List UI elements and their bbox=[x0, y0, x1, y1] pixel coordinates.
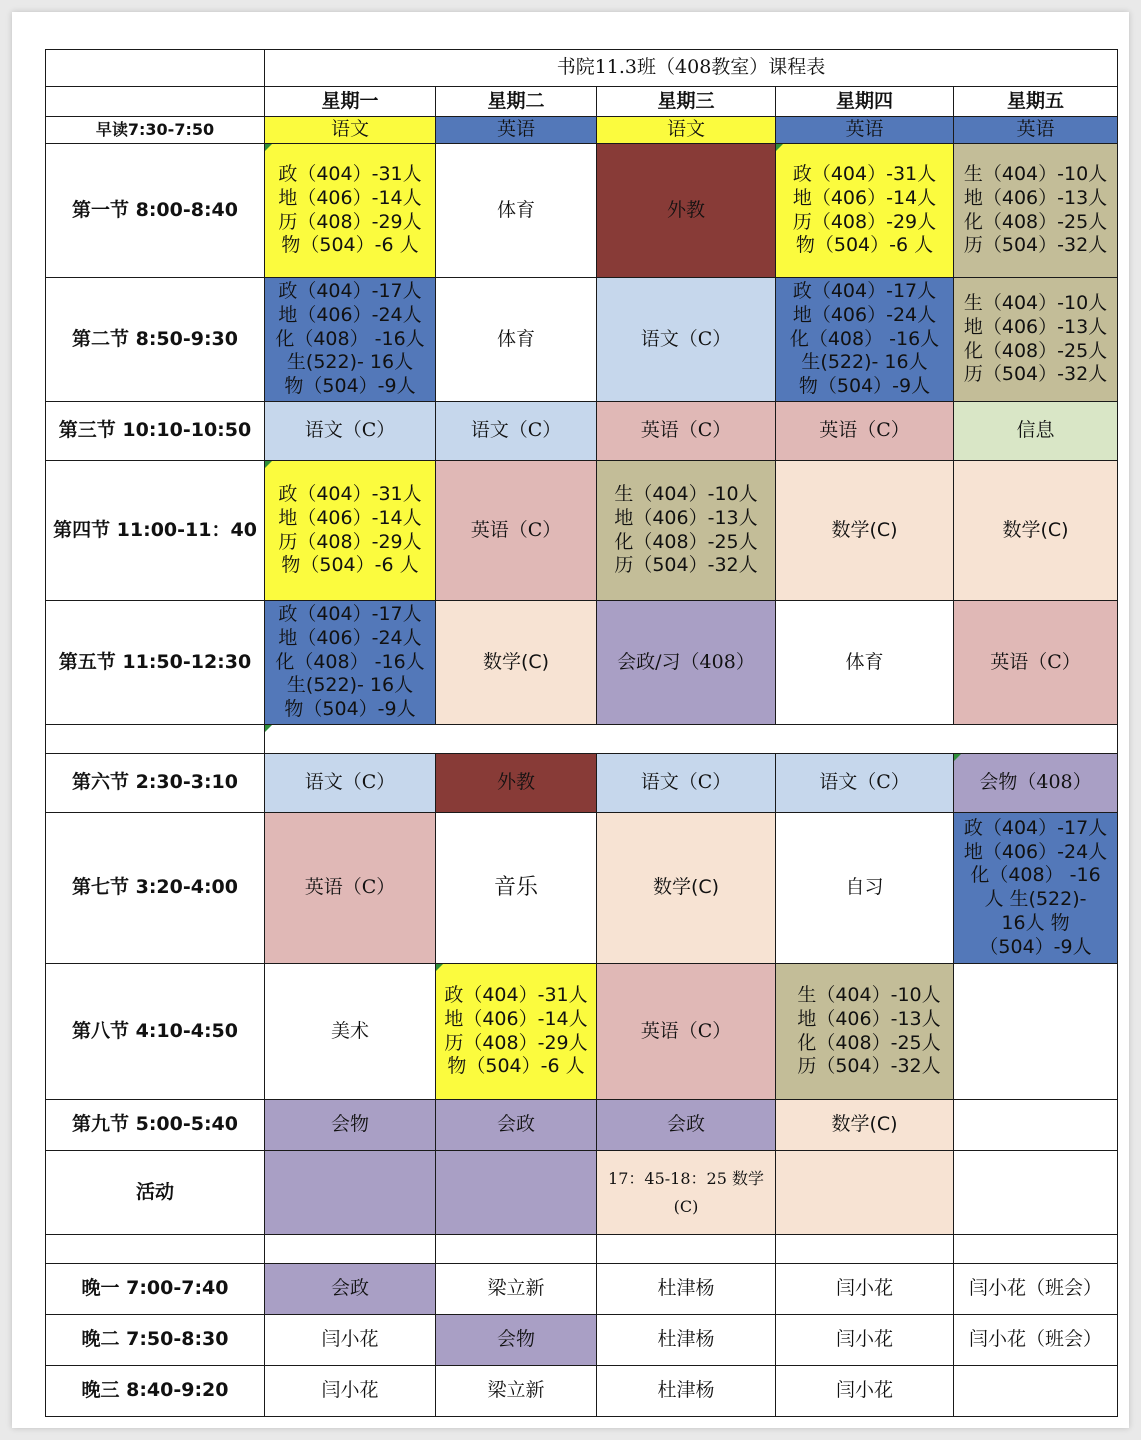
schedule-sheet bbox=[12, 12, 1129, 1428]
cell-mon-e1: 会政 bbox=[265, 1264, 436, 1315]
list-line: 化（408） -16 bbox=[970, 864, 1101, 887]
day-header-mon: 星期一 bbox=[265, 87, 436, 117]
cell-fri-p8 bbox=[954, 964, 1118, 1100]
cell-thu-p2 bbox=[776, 278, 954, 402]
page-title: 书院11.3班（408教室）课程表 bbox=[265, 50, 1118, 87]
days-row bbox=[46, 87, 1118, 117]
list-line: 物（504）-6 人 bbox=[281, 554, 419, 577]
period-label: 第七节 3:20-4:00 bbox=[46, 813, 265, 964]
cell-tue-activity bbox=[436, 1151, 597, 1235]
cell-tue-p9: 会政 bbox=[436, 1100, 597, 1151]
list-line: 地（406）-13人 bbox=[963, 186, 1108, 209]
list-line: 地（406）-13人 bbox=[614, 506, 758, 529]
list-line: 地（406）-24人 bbox=[278, 303, 422, 326]
list-line: 地（406）-13人 bbox=[797, 1007, 941, 1030]
cell-thu-p4: 数学(C) bbox=[776, 461, 954, 601]
cell-fri-p4: 数学(C) bbox=[954, 461, 1118, 601]
list-line: 16人 物 bbox=[1001, 911, 1070, 934]
comment-marker-icon bbox=[436, 964, 443, 971]
list-line: 物（504）-6 人 bbox=[281, 234, 419, 257]
cell-thu-e3: 闫小花 bbox=[776, 1366, 954, 1417]
period-label: 晚三 8:40-9:20 bbox=[46, 1366, 265, 1417]
cell-thu-p1 bbox=[776, 144, 954, 278]
cell-mon-p4 bbox=[265, 461, 436, 601]
cell-mon-p5 bbox=[265, 601, 436, 725]
cell-fri-p5: 英语（C） bbox=[954, 601, 1118, 725]
list-line: 化（408） -16人 bbox=[789, 327, 940, 350]
spacer-cell bbox=[954, 1235, 1118, 1264]
corner-cell bbox=[46, 50, 265, 87]
cell-mon-morning: 语文 bbox=[265, 117, 436, 144]
cell-fri-p6 bbox=[954, 754, 1118, 813]
cell-thu-p5: 体育 bbox=[776, 601, 954, 725]
cell-wed-p5: 会政/习（408） bbox=[597, 601, 776, 725]
row-period-5 bbox=[46, 601, 1118, 725]
list-line: 地（406）-24人 bbox=[792, 303, 937, 326]
list-line: 物（504）-9人 bbox=[798, 375, 931, 398]
cell-wed-p7: 数学(C) bbox=[597, 813, 776, 964]
row-evening-3 bbox=[46, 1366, 1118, 1417]
list-line: 生(522)- 16人 bbox=[801, 351, 928, 374]
list-line: 化（408）-25人 bbox=[963, 210, 1108, 233]
cell-wed-activity: 17：45-18：25 数学(C) bbox=[597, 1151, 776, 1235]
cell-wed-morning: 语文 bbox=[597, 117, 776, 144]
comment-marker-icon bbox=[265, 144, 272, 151]
period-label: 第二节 8:50-9:30 bbox=[46, 278, 265, 402]
cell-thu-e1: 闫小花 bbox=[776, 1264, 954, 1315]
list-line: 人 生(522)- bbox=[984, 888, 1087, 910]
corner-cell bbox=[46, 87, 265, 117]
list-line: 政（404）-31人 bbox=[792, 163, 937, 185]
list-line: 物（504）-9人 bbox=[284, 698, 416, 721]
cell-mon-p7: 英语（C） bbox=[265, 813, 436, 964]
cell-tue-p8 bbox=[436, 964, 597, 1100]
cell-fri-p9 bbox=[954, 1100, 1118, 1151]
comment-marker-icon bbox=[265, 461, 272, 468]
day-header-tue: 星期二 bbox=[436, 87, 597, 117]
row-morning-reading bbox=[46, 117, 1118, 144]
cell-mon-activity bbox=[265, 1151, 436, 1235]
cell-fri-p1 bbox=[954, 144, 1118, 278]
row-period-9 bbox=[46, 1100, 1118, 1151]
row-period-8 bbox=[46, 964, 1118, 1100]
cell-tue-p3: 语文（C） bbox=[436, 402, 597, 461]
list-line: 生（404）-10人 bbox=[614, 483, 758, 505]
schedule-table bbox=[45, 49, 1118, 1417]
comment-marker-icon bbox=[265, 725, 272, 732]
cell-fri-e1: 闫小花（班会） bbox=[954, 1264, 1118, 1315]
row-period-4 bbox=[46, 461, 1118, 601]
cell-fri-morning: 英语 bbox=[954, 117, 1118, 144]
spacer-cell bbox=[436, 1235, 597, 1264]
list-line: 政（404）-17人 bbox=[963, 816, 1108, 839]
list-line: 地（406）-24人 bbox=[963, 840, 1108, 863]
list-line: 政（404）-31人 bbox=[278, 163, 422, 185]
period-label: 晚一 7:00-7:40 bbox=[46, 1264, 265, 1315]
cell-wed-p1: 外教 bbox=[597, 144, 776, 278]
cell-wed-p8: 英语（C） bbox=[597, 964, 776, 1100]
list-line: 化（408）-25人 bbox=[963, 339, 1108, 362]
period-label: 早读7:30-7:50 bbox=[46, 117, 265, 144]
period-label: 第三节 10:10-10:50 bbox=[46, 402, 265, 461]
cell-fri-activity bbox=[954, 1151, 1118, 1235]
cell-thu-morning: 英语 bbox=[776, 117, 954, 144]
list-line: 历（504）-32人 bbox=[614, 554, 758, 577]
row-activity bbox=[46, 1151, 1118, 1235]
list-line: 生（404）-10人 bbox=[963, 292, 1108, 314]
cell-fri-e2: 闫小花（班会） bbox=[954, 1315, 1118, 1366]
spacer-cell bbox=[265, 725, 1118, 754]
list-line: 历（504）-32人 bbox=[963, 234, 1108, 257]
list-line: 地（406）-24人 bbox=[278, 626, 422, 649]
spacer-cell bbox=[776, 1235, 954, 1264]
list-line: 化（408） -16人 bbox=[275, 650, 425, 673]
cell-wed-p9: 会政 bbox=[597, 1100, 776, 1151]
cell-thu-p8 bbox=[776, 964, 954, 1100]
spacer-cell bbox=[265, 1235, 436, 1264]
cell-tue-p1: 体育 bbox=[436, 144, 597, 278]
period-label: 第一节 8:00-8:40 bbox=[46, 144, 265, 278]
cell-wed-p6: 语文（C） bbox=[597, 754, 776, 813]
row-period-3 bbox=[46, 402, 1118, 461]
list-line: 化（408） -16人 bbox=[275, 327, 425, 350]
spacer-cell bbox=[597, 1235, 776, 1264]
list-line: 生(522)- 16人 bbox=[286, 351, 414, 374]
cell-fri-p7 bbox=[954, 813, 1118, 964]
period-label: 第八节 4:10-4:50 bbox=[46, 964, 265, 1100]
row-period-6 bbox=[46, 754, 1118, 813]
list-line: 生(522)- 16人 bbox=[286, 674, 414, 697]
row-period-2 bbox=[46, 278, 1118, 402]
row-period-7 bbox=[46, 813, 1118, 964]
cell-fri-e3 bbox=[954, 1366, 1118, 1417]
cell-mon-p8: 美术 bbox=[265, 964, 436, 1100]
cell-tue-e1: 梁立新 bbox=[436, 1264, 597, 1315]
list-line: 物（504）-9人 bbox=[284, 375, 416, 398]
cell-thu-p6: 语文（C） bbox=[776, 754, 954, 813]
cell-wed-p4 bbox=[597, 461, 776, 601]
list-line: 地（406）-14人 bbox=[278, 506, 422, 529]
cell-fri-p2 bbox=[954, 278, 1118, 402]
period-label: 第五节 11:50-12:30 bbox=[46, 601, 265, 725]
period-label: 第六节 2:30-3:10 bbox=[46, 754, 265, 813]
period-label: 第九节 5:00-5:40 bbox=[46, 1100, 265, 1151]
cell-tue-p5: 数学(C) bbox=[436, 601, 597, 725]
title-row bbox=[46, 50, 1118, 87]
row-evening-1 bbox=[46, 1264, 1118, 1315]
cell-wed-p3: 英语（C） bbox=[597, 402, 776, 461]
cell-mon-p6: 语文（C） bbox=[265, 754, 436, 813]
cell-thu-p9: 数学(C) bbox=[776, 1100, 954, 1151]
cell-wed-e1: 杜津杨 bbox=[597, 1264, 776, 1315]
period-label: 第四节 11:00-11：40 bbox=[46, 461, 265, 601]
cell-wed-p2: 语文（C） bbox=[597, 278, 776, 402]
list-line: 政（404）-17人 bbox=[792, 280, 937, 303]
row-period-1 bbox=[46, 144, 1118, 278]
list-line: 化（408）-25人 bbox=[797, 1031, 941, 1054]
comment-marker-icon bbox=[954, 754, 961, 761]
cell-thu-e2: 闫小花 bbox=[776, 1315, 954, 1366]
row-dinner-break bbox=[46, 1235, 1118, 1264]
cell-tue-p4: 英语（C） bbox=[436, 461, 597, 601]
list-line: 历（504）-32人 bbox=[963, 363, 1108, 386]
list-line: 历（504）-32人 bbox=[797, 1055, 941, 1078]
row-lunch-break bbox=[46, 725, 1118, 754]
cell-thu-p7: 自习 bbox=[776, 813, 954, 964]
list-line: 历（408）-29人 bbox=[792, 210, 937, 233]
list-line: 地（406）-14人 bbox=[792, 186, 937, 209]
row-evening-2 bbox=[46, 1315, 1118, 1366]
cell-tue-e2: 会物 bbox=[436, 1315, 597, 1366]
cell-mon-p1 bbox=[265, 144, 436, 278]
list-line: 历（408）-29人 bbox=[444, 1031, 588, 1054]
day-header-fri: 星期五 bbox=[954, 87, 1118, 117]
cell-wed-e3: 杜津杨 bbox=[597, 1366, 776, 1417]
list-line: 物（504）-6 人 bbox=[795, 234, 934, 257]
list-line: 政（404）-31人 bbox=[444, 984, 588, 1006]
day-header-wed: 星期三 bbox=[597, 87, 776, 117]
period-label: 活动 bbox=[46, 1151, 265, 1235]
cell-mon-p2 bbox=[265, 278, 436, 402]
cell-text: 会物（408） bbox=[979, 771, 1092, 794]
list-line: 化（408）-25人 bbox=[614, 530, 758, 553]
spacer-cell bbox=[46, 725, 265, 754]
list-line: 地（406）-13人 bbox=[963, 315, 1108, 338]
cell-tue-p7: 音乐 bbox=[436, 813, 597, 964]
cell-thu-activity bbox=[776, 1151, 954, 1235]
cell-fri-p3: 信息 bbox=[954, 402, 1118, 461]
list-line: 物（504）-6 人 bbox=[447, 1055, 585, 1078]
list-line: 地（406）-14人 bbox=[444, 1007, 588, 1030]
cell-mon-p9: 会物 bbox=[265, 1100, 436, 1151]
cell-tue-e3: 梁立新 bbox=[436, 1366, 597, 1417]
cell-mon-e2: 闫小花 bbox=[265, 1315, 436, 1366]
cell-wed-e2: 杜津杨 bbox=[597, 1315, 776, 1366]
cell-thu-p3: 英语（C） bbox=[776, 402, 954, 461]
cell-mon-e3: 闫小花 bbox=[265, 1366, 436, 1417]
list-line: 政（404）-31人 bbox=[278, 483, 422, 505]
list-line: 政（404）-17人 bbox=[278, 603, 422, 626]
list-line: （504）-9人 bbox=[979, 935, 1092, 958]
list-line: 历（408）-29人 bbox=[278, 530, 422, 553]
period-label: 晚二 7:50-8:30 bbox=[46, 1315, 265, 1366]
list-line: 政（404）-17人 bbox=[278, 280, 422, 303]
day-header-thu: 星期四 bbox=[776, 87, 954, 117]
list-line: 历（408）-29人 bbox=[278, 210, 422, 233]
cell-tue-p6: 外教 bbox=[436, 754, 597, 813]
cell-mon-p3: 语文（C） bbox=[265, 402, 436, 461]
list-line: 生（404）-10人 bbox=[963, 163, 1108, 185]
comment-marker-icon bbox=[776, 144, 783, 151]
list-line: 地（406）-14人 bbox=[278, 186, 422, 209]
list-line: 生（404）-10人 bbox=[797, 984, 941, 1006]
spacer-cell bbox=[46, 1235, 265, 1264]
cell-tue-p2: 体育 bbox=[436, 278, 597, 402]
cell-tue-morning: 英语 bbox=[436, 117, 597, 144]
